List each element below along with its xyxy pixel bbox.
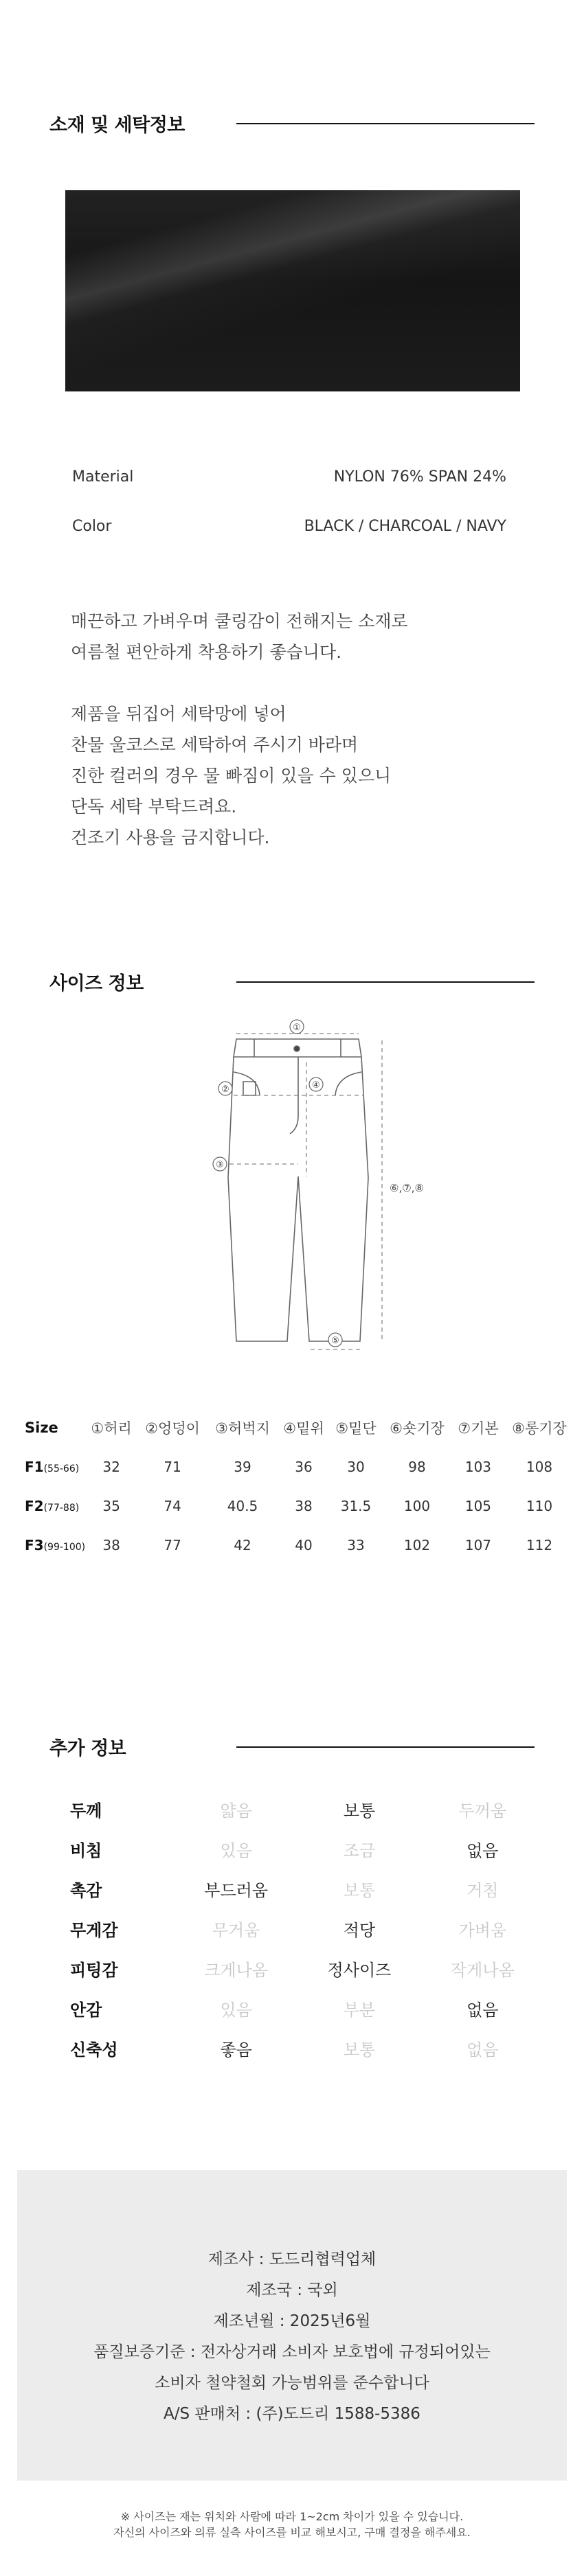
extra-info-row [49, 1908, 544, 1948]
extra-info-option: 가벼움 [458, 1920, 507, 1940]
notice-line: ※ 사이즈는 재는 위치와 사람에 따라 1~2cm 차이가 있을 수 있습니다. [120, 2510, 464, 2523]
extra-info-option: 두꺼움 [458, 1801, 507, 1821]
maker-info-line: 소비자 철약철회 가능범위를 준수합니다 [155, 2374, 429, 2392]
extra-info-row [49, 1789, 544, 1829]
extra-info-option: 거침 [467, 1880, 499, 1900]
description-line: 진한 컬러의 경우 물 빠짐이 있을 수 있으니 [71, 766, 392, 786]
right-pocket-outline [335, 1072, 361, 1095]
size-cell: 103 [464, 1458, 492, 1475]
extra-info-option-selected: 보통 [343, 1801, 376, 1821]
extra-info-option: 있음 [220, 1840, 252, 1860]
fabric-swatch-image [65, 190, 520, 391]
size-section-title: 사이즈 정보 [49, 973, 144, 994]
table-row [25, 1447, 574, 1486]
size-header: ②엉덩이 [145, 1420, 200, 1437]
size-header: Size [25, 1419, 58, 1436]
size-cell: 98 [408, 1458, 426, 1475]
maker-info-box [17, 2170, 567, 2481]
maker-info-line: 제조국 : 국외 [246, 2281, 338, 2299]
table-row [25, 1525, 574, 1564]
size-header: ⑧롱기장 [512, 1420, 567, 1437]
size-cell: 40.5 [227, 1497, 258, 1514]
material-section-header [49, 110, 535, 137]
color-label: Color [72, 518, 112, 535]
size-table [25, 1408, 574, 1564]
extra-info-option: 없음 [467, 2040, 499, 2060]
description-line: 제품을 뒤집어 세탁망에 넣어 [71, 704, 287, 724]
extra-info-option: 크게나옴 [204, 1960, 269, 1980]
extra-info-option-selected: 부드러움 [204, 1880, 269, 1900]
size-header: ①허리 [91, 1420, 132, 1437]
size-cell: 105 [464, 1497, 492, 1514]
size-header: ⑥숏기장 [390, 1420, 445, 1437]
extra-info-label: 무게감 [70, 1920, 118, 1940]
marker-waist: ① [293, 1023, 301, 1033]
extra-info-label: 촉감 [70, 1880, 102, 1900]
extra-info-label: 안감 [70, 2000, 102, 2020]
size-name: F1(55-66) [25, 1458, 80, 1475]
button-shape [294, 1046, 300, 1051]
size-header: ⑦기본 [458, 1420, 499, 1437]
care-description [71, 606, 408, 853]
size-cell: 112 [526, 1536, 553, 1553]
notice-line: 자신의 사이즈와 의류 실측 사이즈를 비교 해보시고, 구매 결정을 해주세요. [113, 2526, 471, 2539]
extra-info-grid [49, 1789, 544, 2068]
extra-info-option-selected: 없음 [467, 2000, 499, 2020]
extra-section-title: 추가 정보 [49, 1738, 126, 1759]
extra-info-option: 부분 [343, 2000, 376, 2020]
size-cell: 110 [526, 1497, 553, 1514]
maker-info-line: 제조년월 : 2025년6월 [213, 2312, 371, 2330]
size-table-header-row [25, 1408, 574, 1447]
size-cell: 35 [102, 1497, 120, 1514]
color-value: BLACK / CHARCOAL / NAVY [304, 518, 506, 535]
description-line: 단독 세탁 부탁드려요. [71, 797, 237, 817]
extra-info-option-selected: 정사이즈 [327, 1960, 392, 1980]
size-cell: 100 [403, 1497, 431, 1514]
size-name: F2(77-88) [25, 1497, 80, 1514]
extra-info-row [49, 1948, 544, 1988]
extra-info-option: 보통 [343, 2040, 376, 2060]
section-divider [236, 1746, 535, 1748]
size-cell: 107 [464, 1536, 492, 1553]
description-line: 여름철 편안하게 착용하기 좋습니다. [71, 642, 342, 662]
extra-info-option-selected: 없음 [467, 1840, 499, 1860]
size-cell: 42 [234, 1536, 251, 1553]
color-row [72, 518, 506, 535]
description-line: 건조기 사용을 금지합니다. [71, 828, 270, 847]
size-cell: 102 [403, 1536, 431, 1553]
extra-info-option: 보통 [343, 1880, 376, 1900]
size-cell: 71 [164, 1458, 181, 1475]
extra-info-label: 두께 [70, 1801, 102, 1821]
size-cell: 38 [295, 1497, 313, 1514]
size-name: F3(99-100) [25, 1536, 86, 1553]
marker-length: ⑥,⑦,⑧ [390, 1182, 424, 1194]
marker-hip: ② [221, 1084, 229, 1095]
size-header: ⑤밑단 [335, 1420, 377, 1437]
coin-pocket-outline [243, 1082, 256, 1095]
extra-info-option: 있음 [220, 2000, 252, 2020]
size-notice [0, 2509, 584, 2540]
size-cell: 39 [234, 1458, 251, 1475]
extra-section-header [49, 1733, 535, 1760]
extra-info-option: 조금 [343, 1840, 376, 1860]
maker-info-line: 제조사 : 도드리협력업체 [207, 2250, 377, 2268]
extra-info-row [49, 2028, 544, 2068]
description-line: 매끈하고 가벼우며 쿨링감이 전해지는 소재로 [71, 611, 408, 631]
maker-info-line: A/S 판매처 : (주)도드리 1588-5386 [164, 2405, 420, 2423]
size-cell: 30 [347, 1458, 365, 1475]
extra-info-option-selected: 적당 [343, 1920, 376, 1940]
extra-info-row [49, 1869, 544, 1908]
size-header: ③허벅지 [215, 1420, 270, 1437]
size-cell: 40 [295, 1536, 313, 1553]
size-cell: 74 [164, 1497, 181, 1514]
size-cell: 31.5 [340, 1497, 372, 1514]
marker-rise: ④ [312, 1080, 320, 1091]
extra-info-label: 신축성 [70, 2040, 118, 2060]
size-cell: 36 [295, 1458, 313, 1475]
description-line: 찬물 울코스로 세탁하여 주시기 바라며 [71, 735, 359, 755]
size-cell: 32 [102, 1458, 120, 1475]
size-cell: 108 [526, 1458, 553, 1475]
size-cell: 33 [347, 1536, 365, 1553]
section-divider [236, 123, 535, 124]
section-divider [236, 981, 535, 983]
size-cell: 38 [102, 1536, 120, 1553]
extra-info-option-selected: 좋음 [220, 2040, 252, 2060]
extra-info-row [49, 1829, 544, 1869]
material-section-title: 소재 및 세탁정보 [49, 115, 185, 136]
size-cell: 77 [164, 1536, 181, 1553]
material-row [72, 468, 506, 486]
extra-info-option: 작게나옴 [450, 1960, 515, 1980]
size-section-header [49, 968, 535, 995]
extra-info-label: 비침 [70, 1840, 102, 1860]
extra-info-row [49, 1988, 544, 2028]
extra-info-option: 얇음 [220, 1801, 252, 1821]
marker-thigh: ③ [216, 1160, 224, 1170]
extra-info-option: 무거움 [212, 1920, 260, 1940]
marker-hem: ⑤ [331, 1336, 339, 1346]
extra-info-label: 피팅감 [70, 1960, 118, 1980]
pants-size-diagram [206, 1013, 453, 1356]
material-value: NYLON 76% SPAN 24% [333, 468, 506, 486]
material-label: Material [72, 468, 134, 486]
maker-info-line: 품질보증기준 : 전자상거래 소비자 보호법에 규정되어있는 [93, 2343, 491, 2361]
table-row [25, 1486, 574, 1525]
size-header: ④밑위 [283, 1420, 324, 1437]
